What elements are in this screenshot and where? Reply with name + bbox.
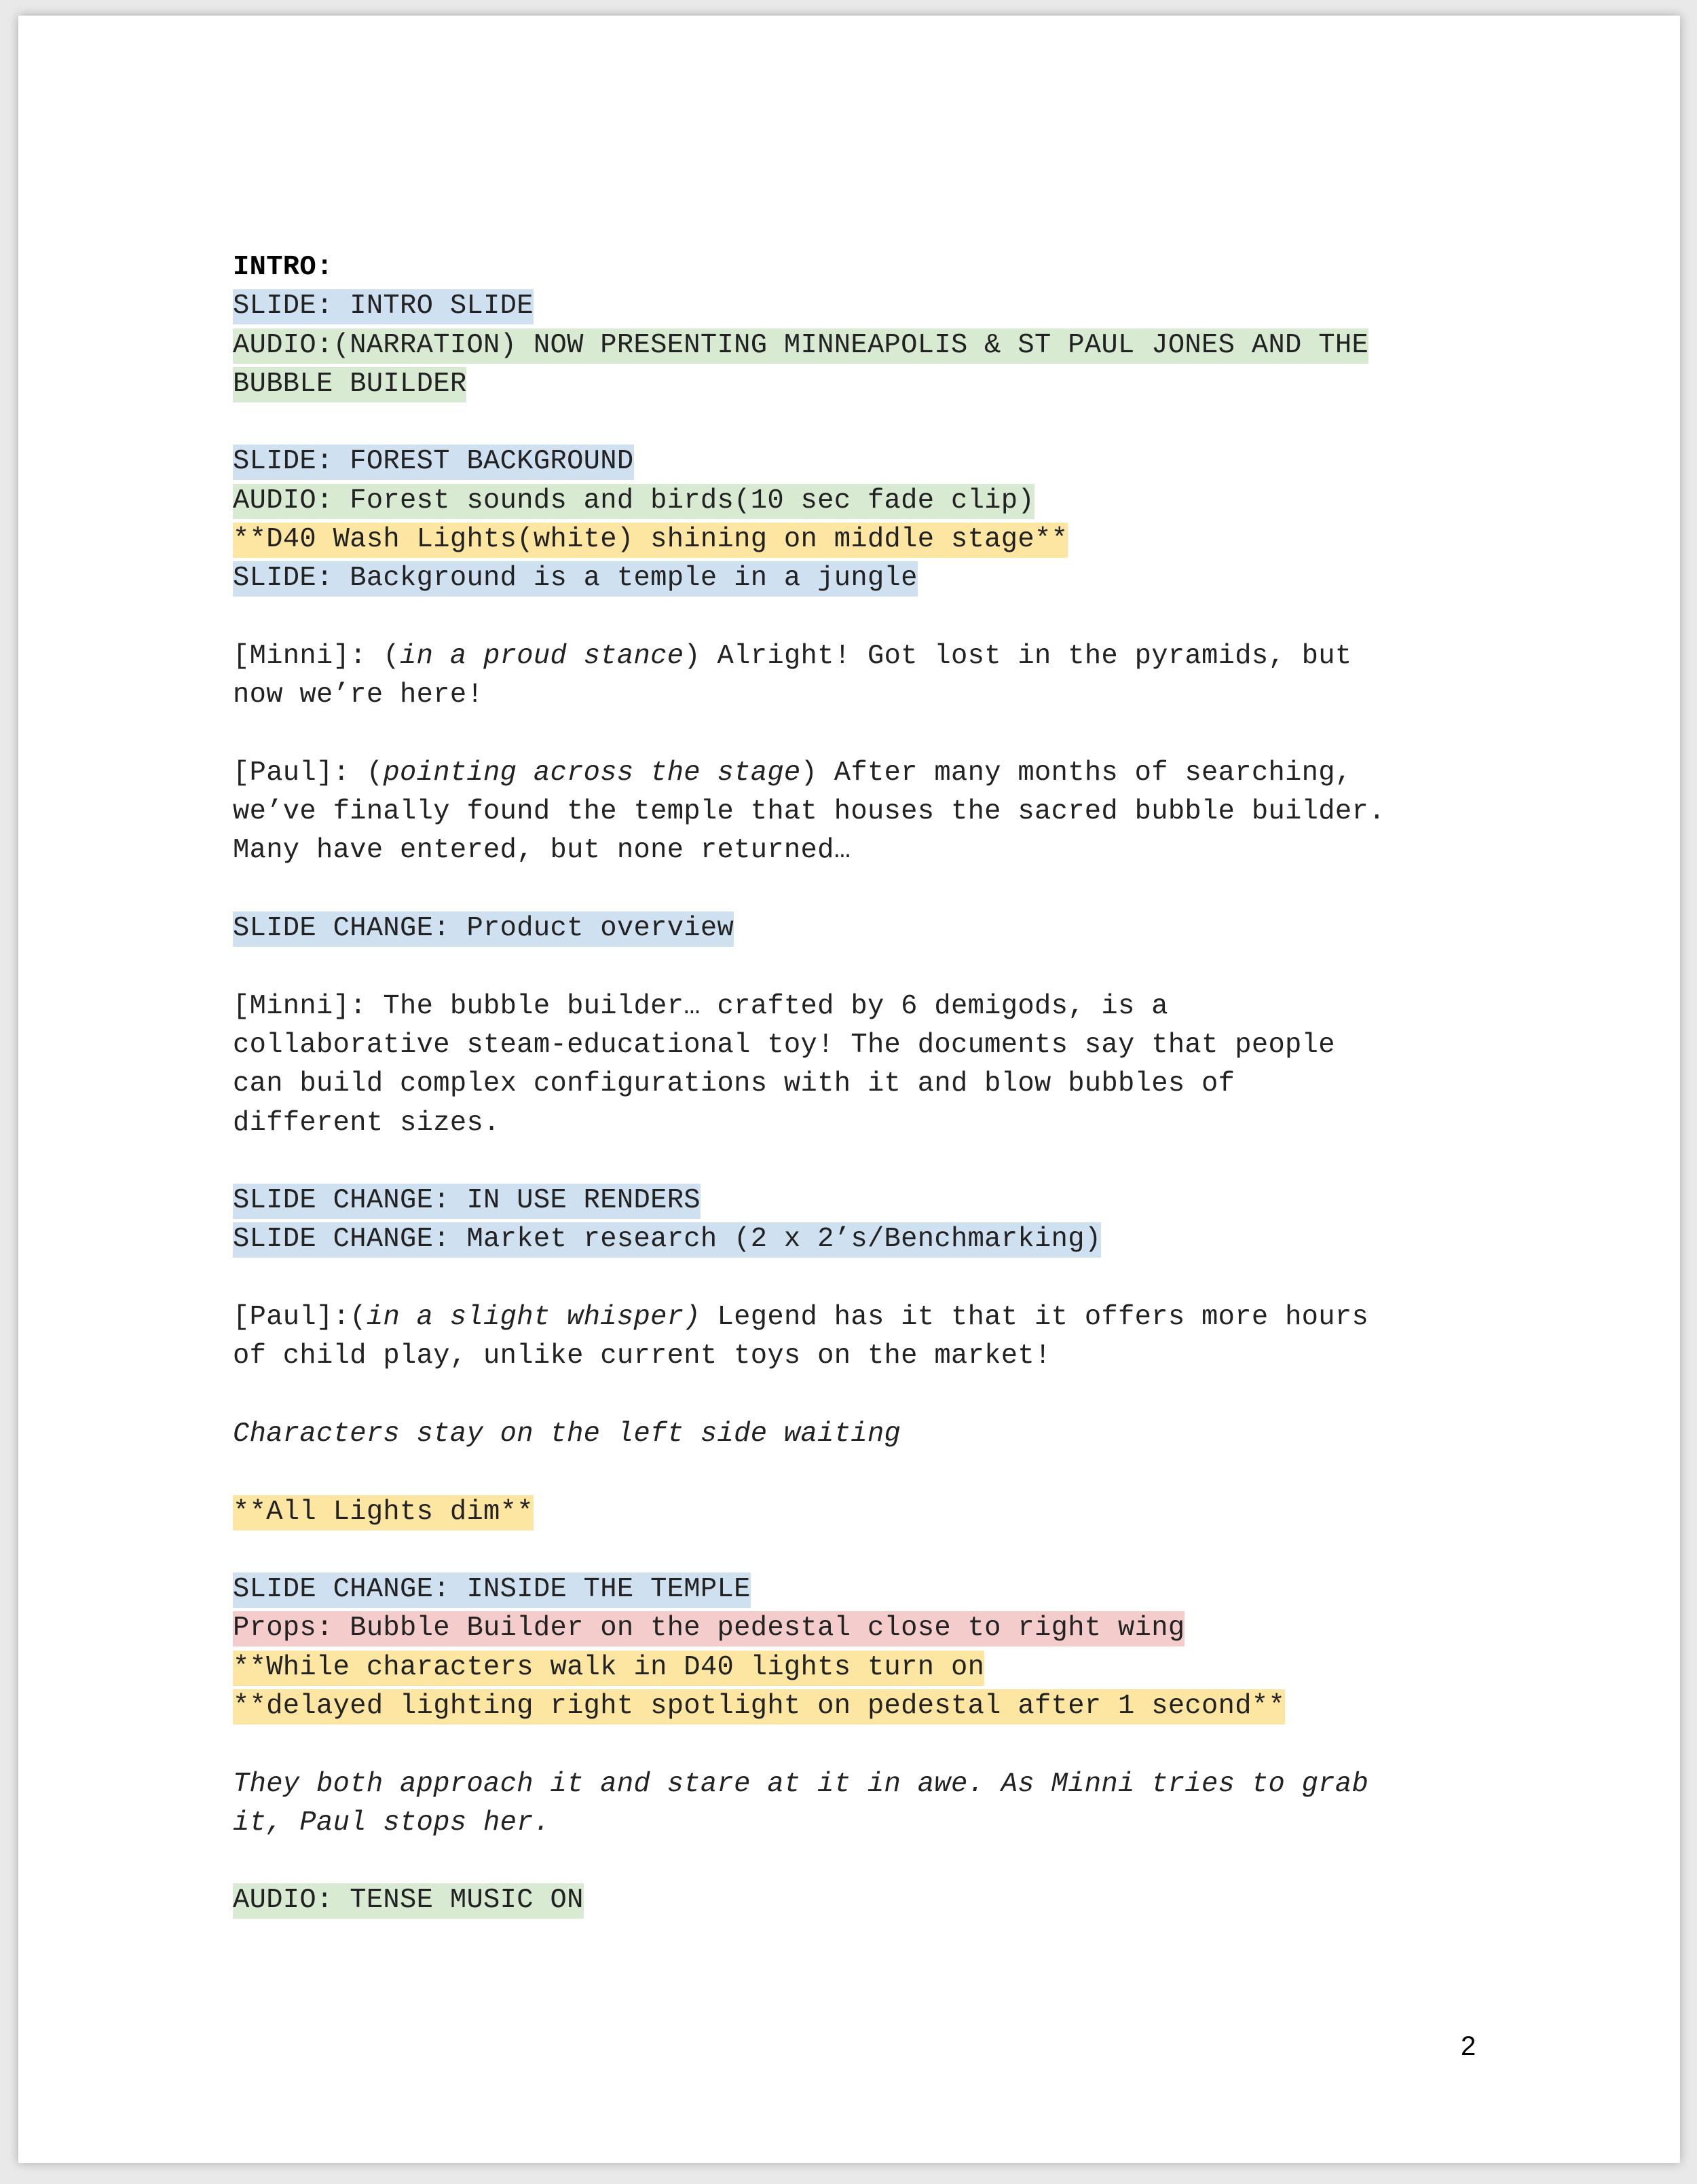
- slide-cue: SLIDE CHANGE: IN USE RENDERS: [233, 1184, 701, 1219]
- intro-heading: INTRO:: [233, 252, 333, 283]
- stage-direction: it, Paul stops her.: [233, 1807, 551, 1839]
- slide-cue: SLIDE CHANGE: Market research (2 x 2’s/Benchmarking): [233, 1222, 1101, 1258]
- slide-cue-line: [233, 1570, 1523, 1609]
- blank-line: [233, 1532, 1523, 1570]
- script-body: [233, 248, 1523, 1921]
- blank-line: [233, 599, 1523, 637]
- audio-cue: AUDIO:(NARRATION) NOW PRESENTING MINNEAPOLIS & ST PAUL JONES AND THE: [233, 328, 1368, 364]
- blank-line: [233, 1260, 1523, 1298]
- stage-direction-line: [233, 1415, 1523, 1454]
- audio-cue-line: [233, 326, 1523, 365]
- dialogue-text: Many have entered, but none returned…: [233, 835, 851, 867]
- blank-line: [233, 948, 1523, 987]
- blank-line: [233, 715, 1523, 754]
- dialogue-text: can build complex configurations with it and blow bubbles of: [233, 1068, 1235, 1100]
- stage-direction-line: [233, 1765, 1523, 1804]
- slide-cue-line: [233, 443, 1523, 481]
- dialogue-text: now we’re here!: [233, 679, 484, 711]
- dialogue-text: ) Alright! Got lost in the pyramids, but: [684, 640, 1352, 672]
- blank-line: [233, 1843, 1523, 1881]
- dialogue-line: [233, 831, 1523, 870]
- slide-cue-line: [233, 909, 1523, 948]
- lighting-cue: **D40 Wash Lights(white) shining on middle stage**: [233, 523, 1068, 558]
- slide-cue: SLIDE CHANGE: Product overview: [233, 911, 734, 947]
- audio-cue: AUDIO: TENSE MUSIC ON: [233, 1883, 584, 1919]
- slide-cue-line: [233, 559, 1523, 598]
- lighting-cue: **While characters walk in D40 lights turn on: [233, 1651, 984, 1686]
- speaker-prefix: [Paul]:(: [233, 1302, 367, 1334]
- stage-direction-line: [233, 1804, 1523, 1843]
- stage-direction: in a slight whisper): [366, 1302, 701, 1334]
- blank-line: [233, 871, 1523, 909]
- dialogue-text: we’ve finally found the temple that houses the sacred bubble builder.: [233, 796, 1385, 828]
- script-page: [18, 16, 1680, 2163]
- stage-direction: They both approach it and stare at it in awe. As Minni tries to grab: [233, 1768, 1369, 1800]
- dialogue-line: [233, 1298, 1523, 1337]
- dialogue-line: [233, 793, 1523, 831]
- dialogue-text: [Minni]: The bubble builder… crafted by 6 demigods, is a: [233, 990, 1168, 1022]
- props-cue-line: [233, 1609, 1523, 1648]
- lighting-cue: **delayed lighting right spotlight on pedestal after 1 second**: [233, 1689, 1285, 1725]
- stage-direction: pointing across the stage: [383, 757, 801, 789]
- slide-cue: SLIDE: INTRO SLIDE: [233, 289, 534, 324]
- dialogue-text: different sizes.: [233, 1107, 500, 1139]
- props-cue: Props: Bubble Builder on the pedestal close to right wing: [233, 1611, 1185, 1646]
- lighting-cue-line: [233, 1649, 1523, 1687]
- blank-line: [233, 1726, 1523, 1765]
- blank-line: [233, 1376, 1523, 1415]
- lighting-cue: **All Lights dim**: [233, 1495, 534, 1530]
- audio-cue: BUBBLE BUILDER: [233, 367, 466, 402]
- dialogue-line: [233, 1104, 1523, 1143]
- dialogue-line: [233, 987, 1523, 1026]
- audio-cue-line: [233, 365, 1523, 404]
- slide-cue-line: [233, 1182, 1523, 1220]
- slide-cue: SLIDE CHANGE: INSIDE THE TEMPLE: [233, 1573, 751, 1608]
- slide-cue-line: [233, 1220, 1523, 1259]
- dialogue-line: [233, 1065, 1523, 1104]
- stage-direction: in a proud stance: [400, 640, 684, 672]
- stage-direction: Characters stay on the left side waiting: [233, 1418, 901, 1450]
- page-number: 2: [1461, 2031, 1476, 2061]
- dialogue-text: collaborative steam-educational toy! The documents say that people: [233, 1029, 1335, 1061]
- slide-cue: SLIDE: Background is a temple in a jungle: [233, 561, 918, 597]
- dialogue-text: Legend has it that it offers more hours: [700, 1302, 1369, 1334]
- dialogue-line: [233, 676, 1523, 715]
- blank-line: [233, 1454, 1523, 1492]
- dialogue-line: [233, 1337, 1523, 1376]
- dialogue-line: [233, 1026, 1523, 1065]
- dialogue-line: [233, 637, 1523, 676]
- slide-cue-line: [233, 287, 1523, 326]
- speaker-prefix: [Paul]: (: [233, 757, 384, 789]
- dialogue-text: of child play, unlike current toys on the market!: [233, 1340, 1051, 1372]
- slide-cue: SLIDE: FOREST BACKGROUND: [233, 445, 634, 480]
- audio-cue: AUDIO: Forest sounds and birds(10 sec fade clip): [233, 484, 1034, 519]
- lighting-cue-line: [233, 1493, 1523, 1532]
- blank-line: [233, 404, 1523, 443]
- dialogue-line: [233, 754, 1523, 793]
- dialogue-text: ) After many months of searching,: [800, 757, 1352, 789]
- audio-cue-line: [233, 1881, 1523, 1920]
- speaker-prefix: [Minni]: (: [233, 640, 400, 672]
- lighting-cue-line: [233, 521, 1523, 559]
- audio-cue-line: [233, 482, 1523, 521]
- lighting-cue-line: [233, 1687, 1523, 1726]
- intro-heading-line: [233, 248, 1523, 287]
- blank-line: [233, 1143, 1523, 1182]
